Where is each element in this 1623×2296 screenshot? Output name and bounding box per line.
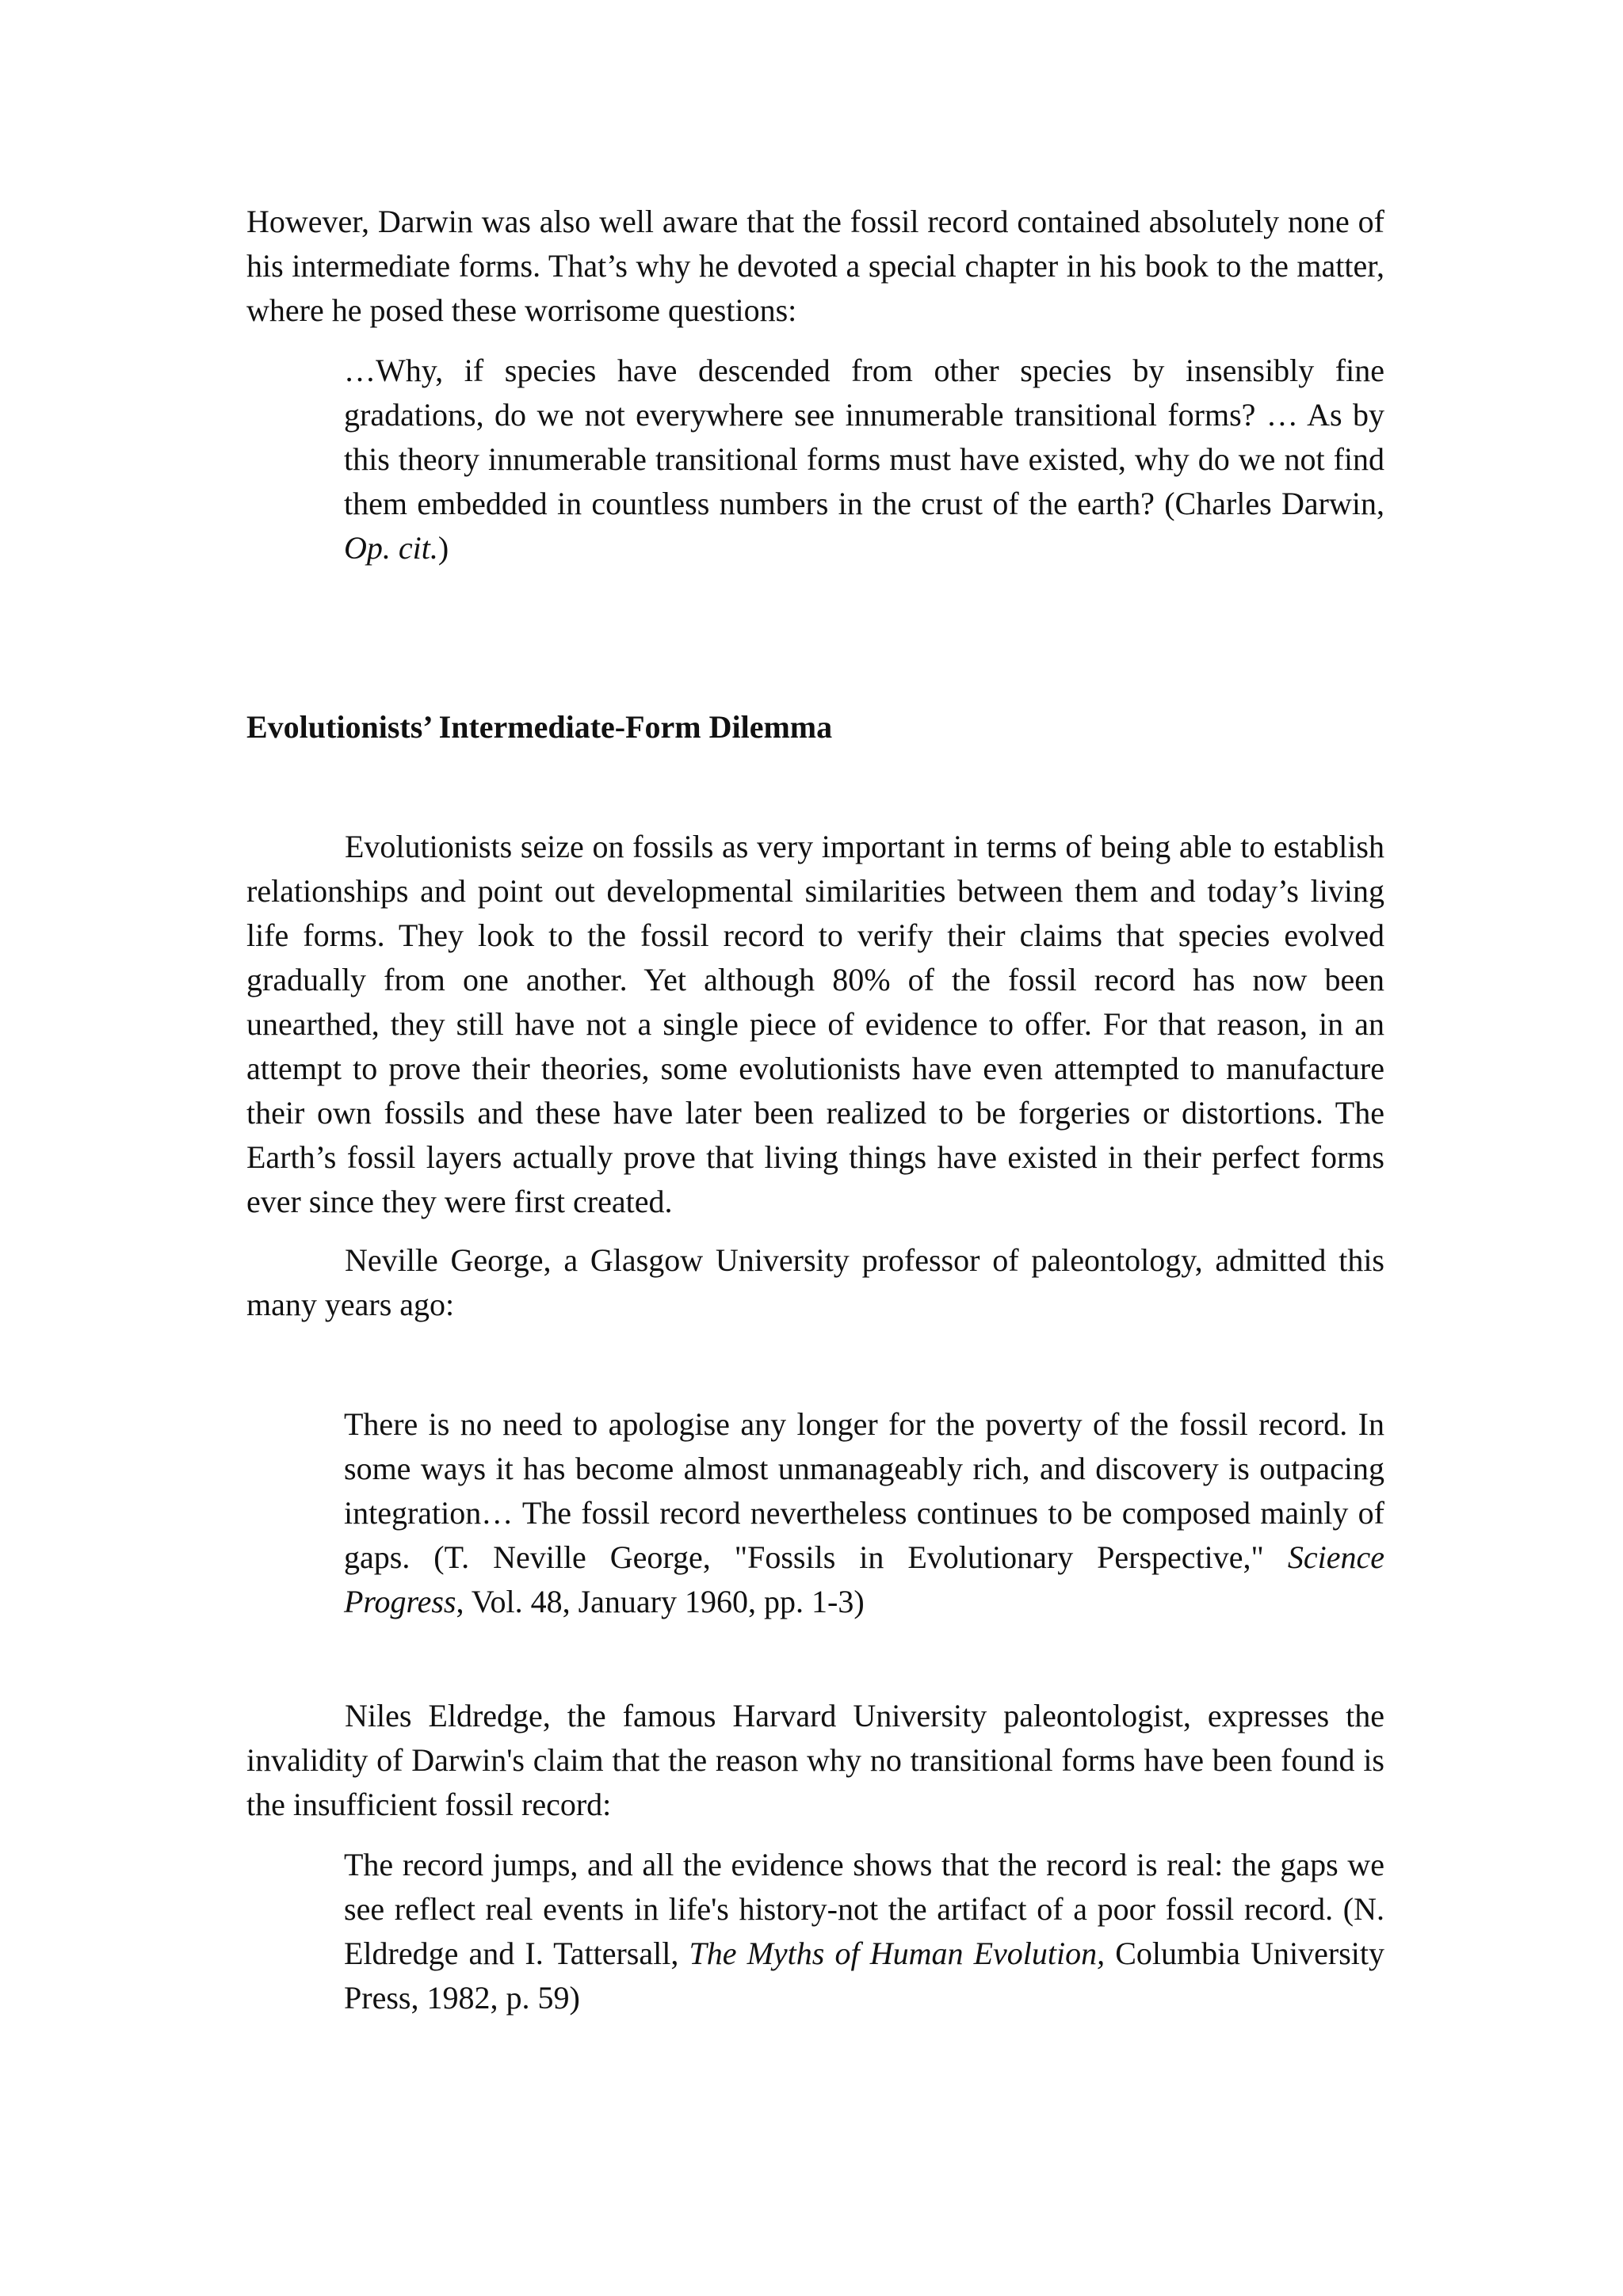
quote-neville-george-journal-italic: Science Progress — [344, 1539, 1384, 1619]
quote-darwin-citation-end: ) — [437, 530, 449, 566]
quote-eldredge-citation-end: Columbia University Press, 1982, p. 59) — [344, 1936, 1385, 2016]
paragraph-darwin-intro: However, Darwin was also well aware that the fossil record contained absolutely none of his intermediate forms. That’s why he devoted a special chapter in his book to the matter, where he posed these worrisome questions: — [246, 204, 1384, 328]
paragraph-evolutionists-fossils: Evolutionists seize on fossils as very important in terms of being able to establish relationships and point out developmental similarities between them and today’s living life forms. They look to the fossil record to verify their claims that species evolved gradually from one another. Yet although 80% of the fossil record has now been unearthed, they still have not a single piece of evidence to offer. For that reason, in an attempt to prove their theories, some evolutionists have even attempted to manufacture their own fossils and these have later been realized to be forgeries or distortions. The Earth’s fossil layers actually prove that living things have existed in their perfect forms ever since they were first created. — [246, 829, 1384, 1219]
quote-eldredge-book-italic: The Myths of Human Evolution, — [689, 1936, 1106, 1971]
quote-neville-george-text: There is no need to apologise any longer for the poverty of the fossil record. In some ways it has become almost unmanageably rich, and discovery is outpacing integration… The fossil record nevertheless continues to be composed mainly of gaps. (T. Neville George, "Fossils in Evolutionary Perspective," — [344, 1406, 1384, 1575]
quote-darwin-citation-italic: Op. cit. — [344, 530, 438, 566]
quote-darwin-text: …Why, if species have descended from other species by insensibly fine gradations, do we not everywhere see innumerable transitional forms? … As by this theory innumerable transitional forms must have existed, why do we not find them embedded in countless numbers in the crust of the earth? (Charles Darwin, — [344, 353, 1384, 521]
quote-neville-george-citation-end: , Vol. 48, January 1960, pp. 1-3) — [456, 1584, 865, 1619]
quote-eldredge — [344, 1843, 1384, 2020]
quote-darwin — [344, 349, 1384, 570]
quote-neville-george — [344, 1402, 1384, 1624]
paragraph-eldredge-intro: Niles Eldredge, the famous Harvard University paleontologist, expresses the invalidity of Darwin's claim that the reason why no transitional forms have been found is the insufficient fossil record: — [246, 1698, 1384, 1822]
section-heading: Evolutionists’ Intermediate-Form Dilemma — [246, 709, 833, 745]
quote-eldredge-text: The record jumps, and all the evidence shows that the record is real: the gaps we see reflect real events in life's history-not the artifact of a poor fossil record. (N. Eldredge and I. Tattersall, — [344, 1847, 1384, 1971]
paragraph-neville-george-intro: Neville George, a Glasgow University professor of paleontology, admitted this many years ago: — [246, 1242, 1384, 1322]
